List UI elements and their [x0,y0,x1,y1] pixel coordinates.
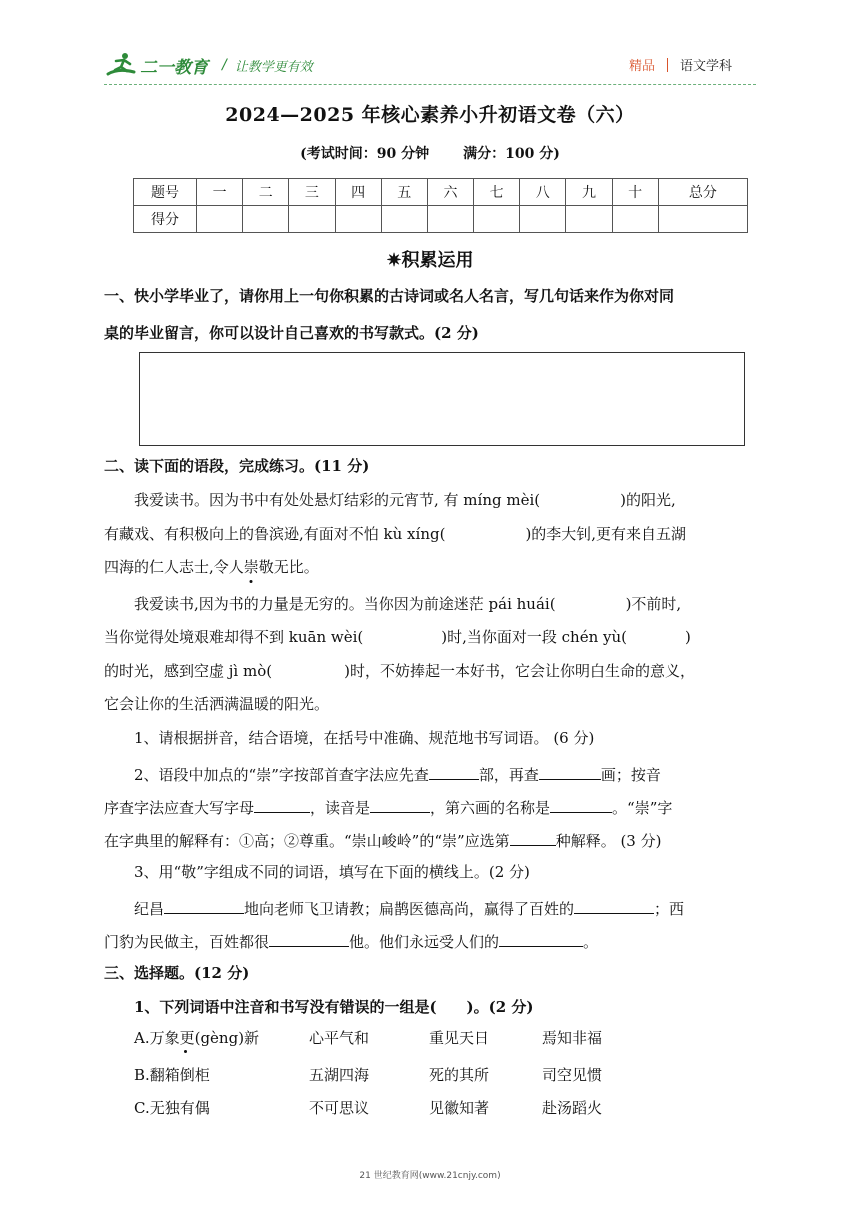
runner-logo-icon [104,52,138,78]
quality-tag: 精品 [628,59,655,74]
text: 画；按音 [600,766,661,784]
table-cell: 总分 [658,179,747,206]
score-cell[interactable] [427,206,473,233]
text: )的阳光, [620,491,676,509]
text: ) [685,628,691,646]
score-cell[interactable] [335,206,381,233]
table-cell: 得分 [134,206,197,233]
q2-p2-line3 [104,664,695,679]
option-b-word4: 司空见惯 [542,1066,603,1084]
text: 部，再查 [478,766,539,784]
q2-heading: 二、读下面的语段，完成练习。(11 分) [104,457,370,475]
page-title: 2024—2025 年核心素养小升初语文卷（六） [225,104,635,126]
option-b-word3: 死的其所 [429,1066,490,1084]
fill-blank[interactable] [499,932,583,947]
table-cell: 题号 [134,179,197,206]
text: 。 [583,933,599,951]
fill-blank[interactable] [164,899,244,914]
q2-p2-line1 [134,597,681,612]
table-cell: 九 [566,179,612,206]
option-c-word3: 见徽知著 [429,1099,490,1117]
q2-sub2-line2 [104,798,672,816]
q2-sub2-line1 [134,765,661,783]
text: 种解释。 (3 分) [555,832,662,850]
emphasis-dot [184,1050,187,1053]
text: 敬无比。 [258,558,319,576]
table-cell: 四 [335,179,381,206]
fill-blank[interactable] [539,765,601,780]
subject-tag: 语文学科 [679,59,732,74]
score-cell[interactable] [289,206,335,233]
divider-slash: / [222,57,227,73]
score-cell[interactable] [566,206,612,233]
q2-sub1: 1、请根据拼音，结合语境，在括号中准确、规范地书写词语。 (6 分) [134,729,595,747]
option-b-word2: 五湖四海 [309,1066,370,1084]
q2-p2-line4: 它会让你的生活洒满温暖的阳光。 [104,695,330,713]
text: 地向老师飞卫请教；扁鹊医德高尚，赢得了百姓的 [244,900,575,918]
q3-heading: 三、选择题。(12 分) [104,964,250,982]
table-cell: 二 [243,179,289,206]
score-cell[interactable] [197,206,243,233]
text: 四海的仁人志士,令人 [104,558,244,576]
q2-sub3: 3、用“敬”字组成不同的词语，填写在下面的横线上。(2 分) [134,863,530,881]
text: 他。他们永远受人们的 [349,933,500,951]
table-cell: 八 [520,179,566,206]
text: )的李大钊,更有来自五湖 [525,525,687,543]
option-a-word1[interactable]: A.万象更(gèng)新 [134,1029,260,1047]
table-cell: 三 [289,179,335,206]
text: ，读音是 [310,799,371,817]
option-c-word4: 赴汤蹈火 [542,1099,603,1117]
score-cell[interactable] [381,206,427,233]
score-cell[interactable] [243,206,289,233]
table-cell: 七 [474,179,520,206]
header-tags [629,55,732,74]
q2-p1-line2 [104,527,686,542]
text: 序查字法应查大写字母 [104,799,255,817]
score-cell[interactable] [474,206,520,233]
logo-text: 二一教育 [140,57,208,78]
text: 纪昌 [134,900,165,918]
text: 有藏戏、有积极向上的鲁滨逊,有面对不怕 kù xíng( [104,525,446,543]
answer-box[interactable] [139,352,745,446]
fill-blank[interactable] [550,798,612,813]
option-c-word2: 不可思议 [309,1099,370,1117]
q2-sub2-line3 [104,831,661,849]
text: 门豹为民做主，百姓都很 [104,933,270,951]
slogan: 让教学更有效 [234,59,313,75]
score-cell[interactable] [658,206,747,233]
text: 我爱读书。因为书中有处处悬灯结彩的元宵节, 有 míng mèi( [134,491,541,509]
q2-sub3-line2 [104,932,598,950]
option-a-word2: 心平气和 [309,1029,370,1047]
table-row [134,179,748,206]
q1-line2: 桌的毕业留言，你可以设计自己喜欢的书写款式。(2 分) [104,324,479,342]
text: 的时光，感到空虚 jì mò( [104,662,273,680]
table-cell: 六 [427,179,473,206]
fill-blank[interactable] [370,798,430,813]
header-rule [104,84,756,85]
fill-blank[interactable] [254,798,310,813]
table-cell: 五 [381,179,427,206]
q1-line1: 一、快小学毕业了，请你用上一句你积累的古诗词或名人名言，写几句话来作为你对同 [104,287,675,305]
page-footer: 21 世纪教育网(www.21cnjy.com) [359,1171,501,1181]
q2-p1-line3 [104,560,319,575]
text: )时,当你面对一段 chén yù( [441,628,628,646]
fill-blank[interactable] [574,899,654,914]
option-c-word1[interactable]: C.无独有偶 [134,1099,210,1117]
text: 。“崇”字 [612,799,673,817]
exam-time: (考试时间：90 分钟 [300,146,430,162]
q3-sub1: 1、下列词语中注音和书写没有错误的一组是( )。(2 分) [134,998,534,1016]
q2-p1-line1 [134,493,676,508]
section-heading: ✷积累运用 [386,250,474,271]
exam-info [0,143,860,163]
option-a-word3: 重见天日 [429,1029,490,1047]
exam-score: 满分：100 分) [463,146,560,162]
text: )时，不妨捧起一本好书，它会让你明白生命的意义， [344,662,695,680]
table-cell: 一 [197,179,243,206]
score-table [133,178,748,233]
text: 我爱读书,因为书的力量是无穷的。当你因为前途迷茫 pái huái( [134,595,556,613]
fill-blank[interactable] [269,932,349,947]
table-cell: 十 [612,179,658,206]
q2-p2-line2 [104,630,691,645]
text: )不前时, [625,595,682,613]
option-a-word4: 焉知非福 [542,1029,603,1047]
q2-sub3-line1 [134,899,684,917]
option-b-word1[interactable]: B.翻箱倒柜 [134,1066,210,1084]
score-cell[interactable] [520,206,566,233]
text: ，第六画的名称是 [430,799,551,817]
tag-divider [667,58,668,72]
dotted-char: 崇 [243,558,259,576]
fill-blank[interactable] [510,831,556,846]
fill-blank[interactable] [429,765,479,780]
header-logo [104,50,313,80]
text: 在字典里的解释有：①高；②尊重。“崇山峻岭”的“崇”应选第 [104,832,510,850]
text: ；西 [654,900,685,918]
text: 2、语段中加点的“崇”字按部首查字法应先查 [134,766,429,784]
score-cell[interactable] [612,206,658,233]
table-row [134,206,748,233]
text: 当你觉得处境艰难却得不到 kuān wèi( [104,628,364,646]
